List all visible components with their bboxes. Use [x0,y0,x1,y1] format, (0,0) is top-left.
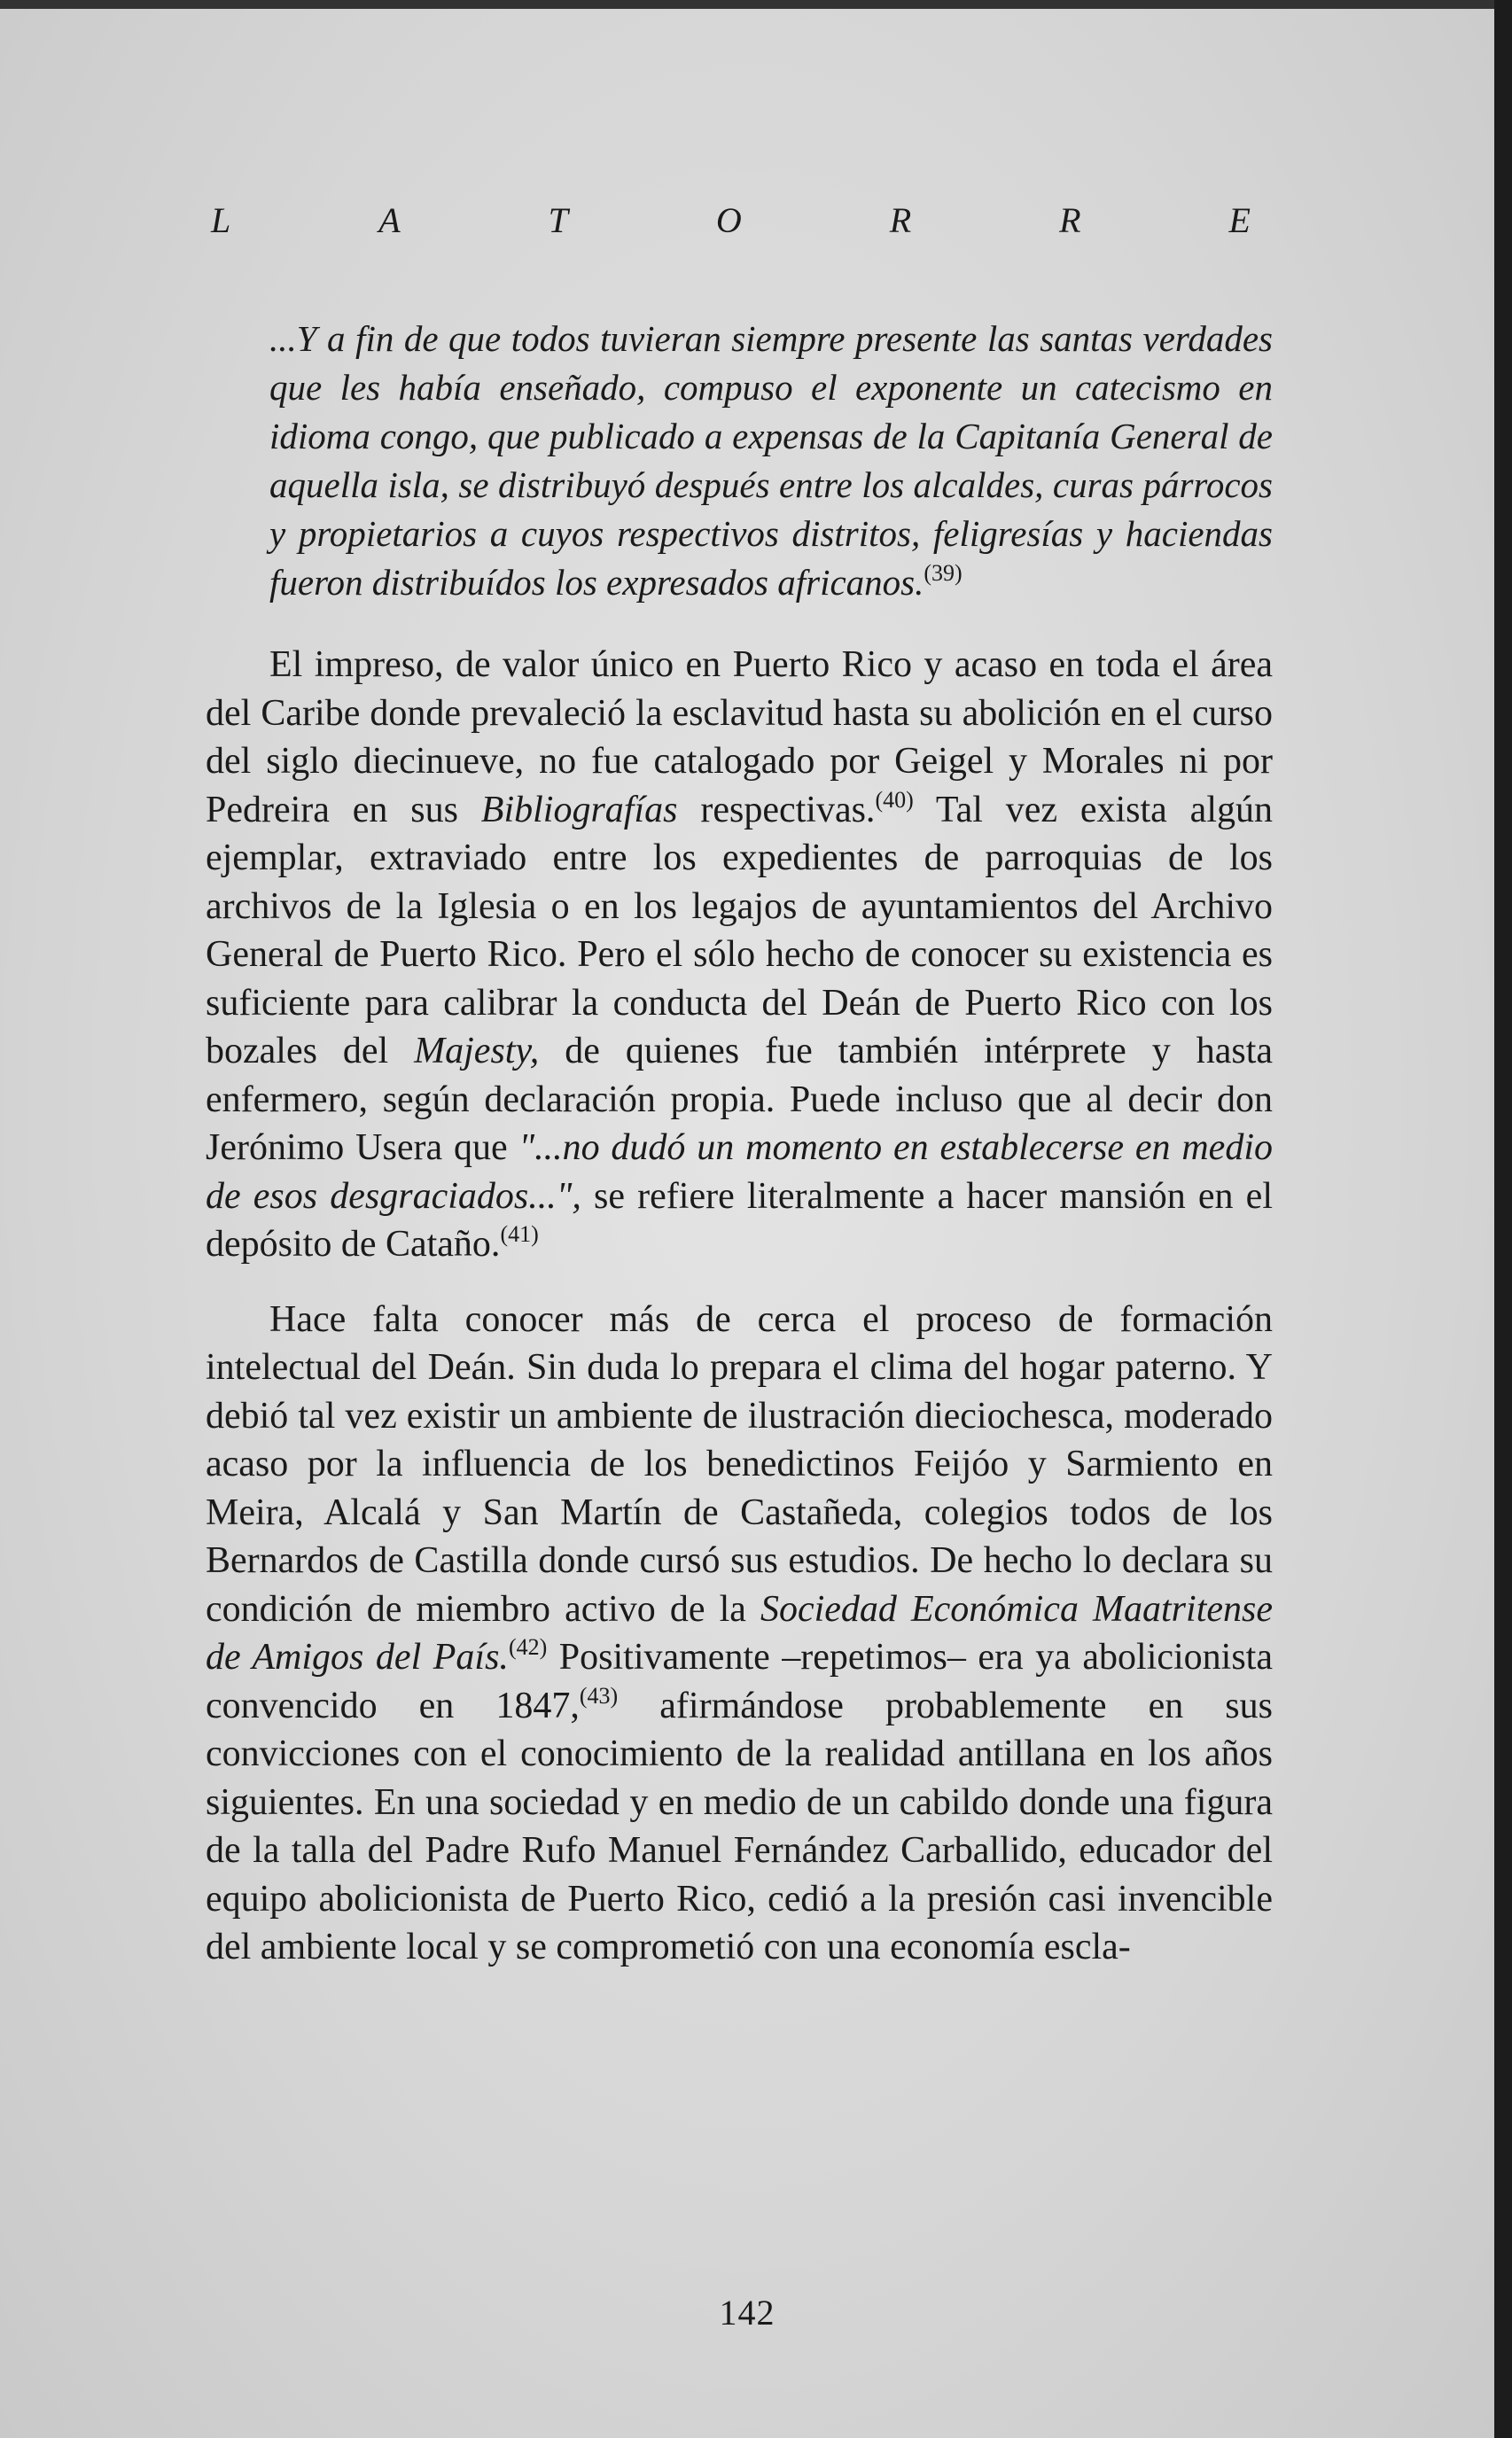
paragraph-text: afirmándose probablemente en sus convicciones con el conocimiento de la realidad antillana en los años siguientes. En una sociedad y en medio de un cabildo donde una figura de la talla del Padre Rufo Manuel Fernández Carballido, educador del equipo abolicionista de Puerto Rico, cedió a la presión casi invencible del ambiente local y se comprometió con una economía escla- [206,1685,1273,1967]
footnote-ref-40: (40) [875,786,914,813]
paragraph-text: El impreso, de valor único en Puerto Rico y acaso en toda el área del Caribe donde prevaleció la esclavitud hasta su abolición en el curso del siglo diecinueve, no fue catalogado por Geigel y Morales ni por Pedreira en sus [206,644,1273,830]
running-head-letter: A [378,200,402,240]
paragraph-text: Positivamente –repetimos– era ya abolicionista convencido en 1847, [206,1637,1273,1726]
running-head-letter: L [211,200,233,240]
paragraph-impreso [206,641,1273,1269]
paragraph-text: Hace falta conocer más de cerca el proceso de formación intelectual del Deán. Sin duda lo prepara el clima del hogar paterno. Y debió tal vez existir un ambiente de ilustración dieciochesca, moderado acaso por la influencia de los benedictinos Feijóo y Sarmiento en Meira, Alcalá y San Martín de Castañeda, colegios todos de los Bernardos de Castilla donde cursó sus estudios. De hecho lo declara su condición de miembro activo de la [206,1298,1273,1630]
paragraph-text: respectivas. [677,789,876,830]
running-head-letter: R [889,200,914,240]
footnote-ref-39: (39) [924,560,963,586]
running-head-letter: R [1059,200,1083,240]
ship-name: Majesty, [414,1031,540,1071]
running-head-letter: E [1228,200,1252,240]
work-title: Bibliografías [480,789,678,830]
inline-quote: "...no dudó un momento en establecerse en medio de esos desgraciados...", [206,1127,1273,1217]
society-name: Sociedad Económica Maatritense de Amigos del País. [206,1588,1273,1678]
footnote-ref-42: (42) [508,1634,548,1660]
paragraph-formacion [206,1296,1273,1972]
footnote-ref-43: (43) [579,1682,619,1709]
running-head-letter: O [715,200,744,240]
page-number: 142 [719,2293,775,2333]
paragraph-text: de quienes fue también intérprete y hasta enfermero, según declaración propia. Puede incluso que al decir don Jerónimo Usera que [206,1031,1274,1168]
footnote-ref-41: (41) [500,1221,539,1247]
scan-top-edge [0,0,1494,9]
quote-text: ...Y a fin de que todos tuvieran siempre presente las santas verdades que les había enseñado, compuso el exponente un catecismo en idioma congo, que publicado a expensas de la Capitanía General de aquella isla, se distribuyó después entre los alcaldes, curas párrocos y propietarios a cuyos respectivos distritos, feligresías y haciendas fueron distribuídos los expresados africanos. [269,318,1273,603]
block-quote [269,315,1273,607]
paragraph-text: se refiere literalmente a hacer mansión en el depósito de Cataño. [206,1175,1273,1265]
body-text [206,315,1273,1972]
paragraph-text: Tal vez exista algún ejemplar, extraviado entre los expedientes de parroquias de los archivos de la Iglesia o en los legajos de ayuntamientos del Archivo General de Puerto Rico. Pero el sólo hecho de conocer su existencia es suficiente para calibrar la conducta del Deán de Puerto Rico con los bozales del [206,789,1273,1071]
running-head-letter: T [548,200,570,240]
scan-right-edge [1494,0,1512,2438]
running-head [211,199,1252,241]
